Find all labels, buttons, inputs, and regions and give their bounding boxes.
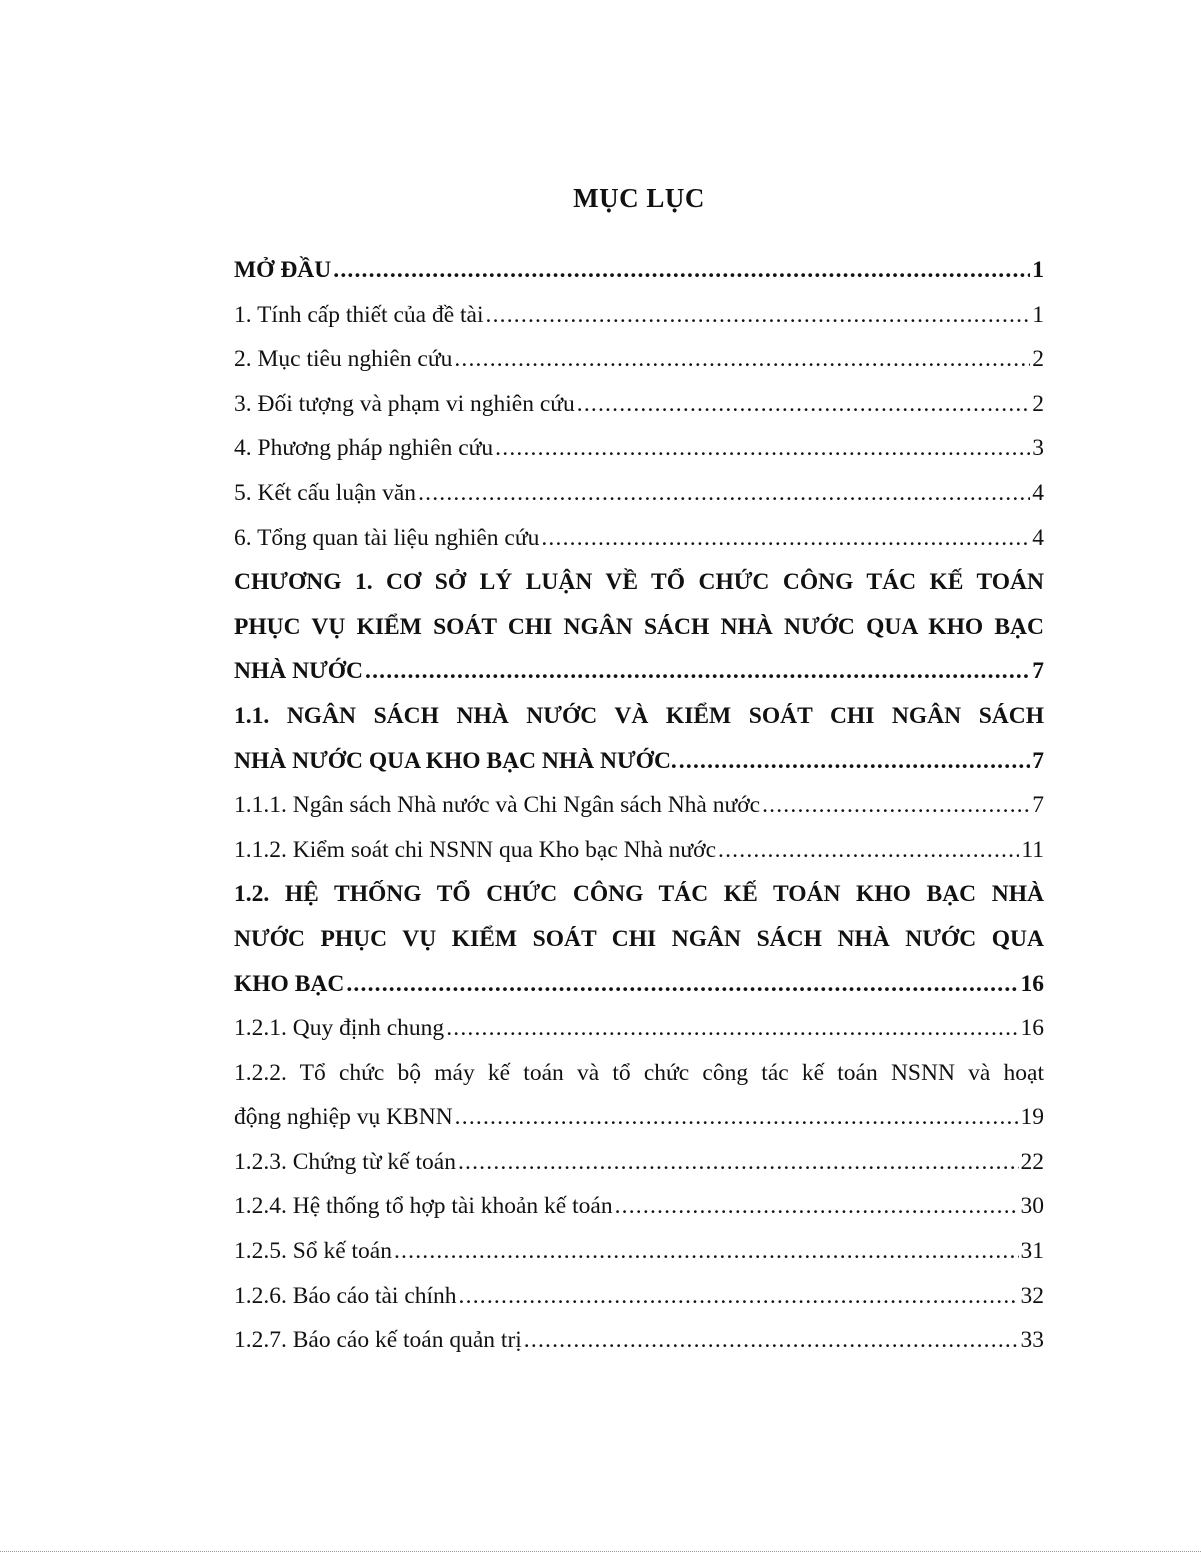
toc-entry-final-line [234, 248, 1044, 293]
toc-page-number: 1 [1032, 257, 1044, 283]
dot-leader [718, 828, 1019, 873]
toc-entry-final-line [234, 293, 1044, 338]
toc-entry-final-line [234, 1140, 1044, 1185]
toc-entry[interactable] [234, 426, 1044, 471]
toc-entry[interactable] [234, 382, 1044, 427]
toc-entry-line: CHƯƠNG 1. CƠ SỞ LÝ LUẬN VỀ TỔ CHỨC CÔNG TÁC KẾ TOÁN [234, 569, 1044, 596]
toc-entry[interactable] [234, 1184, 1044, 1229]
toc-entry-title: 1.1.1. Ngân sách Nhà nước và Chi Ngân sách Nhà nước [234, 792, 761, 819]
toc-entry-title: KHO BẠC [234, 970, 345, 997]
page-bottom-divider [0, 1551, 1201, 1552]
toc-entry-title: 1.2.1. Quy định chung [234, 1015, 445, 1042]
toc-entry-line: PHỤC VỤ KIỂM SOÁT CHI NGÂN SÁCH NHÀ NƯỚC QUA KHO BẠC [234, 613, 1044, 640]
dot-leader [495, 426, 1030, 471]
dot-leader [346, 962, 1018, 1007]
toc-entry[interactable] [234, 248, 1044, 293]
toc-entry-final-line [234, 1006, 1044, 1051]
toc-entry[interactable] [234, 1006, 1044, 1051]
toc-entry-title: 1.1.2. Kiểm soát chi NSNN qua Kho bạc Nhà nước [234, 836, 717, 863]
toc-entry-final-line [234, 739, 1044, 784]
toc-entry[interactable] [234, 516, 1044, 561]
toc-page-number: 4 [1032, 479, 1044, 506]
toc-page-number: 16 [1020, 1015, 1044, 1042]
toc-page-number: 16 [1020, 970, 1044, 997]
toc-entry-final-line [234, 649, 1044, 694]
toc-entry[interactable] [234, 1318, 1044, 1363]
dot-leader [486, 293, 1031, 338]
toc-page-number: 7 [1032, 792, 1044, 819]
toc-entry[interactable] [234, 337, 1044, 382]
dot-leader [458, 1140, 1019, 1185]
toc-entry-title: NHÀ NƯỚC QUA KHO BẠC NHÀ NƯỚC. [234, 747, 677, 774]
toc-page-number: 32 [1020, 1282, 1044, 1309]
dot-leader [454, 337, 1030, 382]
toc-entry[interactable] [234, 293, 1044, 338]
toc-entry-final-line [234, 1274, 1044, 1319]
toc-entry[interactable] [234, 1274, 1044, 1319]
toc-page-number: 7 [1032, 747, 1044, 774]
toc-entry-final-line [234, 783, 1044, 828]
toc-page-number: 30 [1020, 1193, 1044, 1220]
toc-page-number: 1 [1032, 301, 1044, 328]
dot-leader [577, 382, 1031, 427]
toc-page-number: 3 [1032, 435, 1044, 462]
toc-entry-title: 2. Mục tiêu nghiên cứu [234, 346, 453, 373]
toc-entry-title: 1.2.7. Báo cáo kế toán quản trị [234, 1327, 522, 1354]
toc-entry-title: 1.2.3. Chứng từ kế toán [234, 1148, 456, 1175]
toc-entry-title: 1.2.5. Sổ kế toán [234, 1238, 392, 1265]
toc-entry-final-line [234, 426, 1044, 471]
toc-entry[interactable] [234, 1140, 1044, 1185]
toc-entry-title: động nghiệp vụ KBNN [234, 1104, 453, 1131]
dot-leader [394, 1229, 1019, 1274]
dot-leader [365, 649, 1030, 694]
toc-entry[interactable] [234, 828, 1044, 873]
dot-leader [524, 1318, 1019, 1363]
toc-entry-final-line [234, 337, 1044, 382]
toc-entry-line: NƯỚC PHỤC VỤ KIỂM SOÁT CHI NGÂN SÁCH NHÀ NƯỚC QUA [234, 925, 1044, 952]
toc-entry[interactable] [234, 872, 1044, 1006]
dot-leader [455, 1095, 1019, 1140]
toc-entry-line: 1.1. NGÂN SÁCH NHÀ NƯỚC VÀ KIỂM SOÁT CHI NGÂN SÁCH [234, 702, 1044, 729]
dot-leader [762, 783, 1030, 828]
toc-entry-final-line [234, 1318, 1044, 1363]
toc-entry[interactable] [234, 560, 1044, 694]
toc-entry-title: 5. Kết cấu luận văn [234, 479, 417, 506]
toc-entry-title: 4. Phương pháp nghiên cứu [234, 435, 494, 462]
toc-entry-title: MỞ ĐẦU [234, 257, 332, 283]
toc-entry-line: 1.2.2. Tổ chức bộ máy kế toán và tổ chức công tác kế toán NSNN và hoạt [234, 1059, 1044, 1086]
toc-page-number: 2 [1032, 346, 1044, 373]
toc-page-number: 19 [1020, 1104, 1044, 1131]
toc-page-number: 22 [1020, 1148, 1044, 1175]
toc-entry-line: 1.2. HỆ THỐNG TỔ CHỨC CÔNG TÁC KẾ TOÁN KHO BẠC NHÀ [234, 881, 1044, 908]
toc-entry-final-line [234, 1229, 1044, 1274]
toc-entry[interactable] [234, 783, 1044, 828]
toc-entry[interactable] [234, 694, 1044, 783]
toc-entry-final-line [234, 471, 1044, 516]
toc-entry-title: 1.2.6. Báo cáo tài chính [234, 1282, 457, 1309]
toc-entry-title: 1. Tính cấp thiết của đề tài [234, 301, 484, 328]
toc-entry-title: NHÀ NƯỚC [234, 658, 364, 685]
dot-leader [459, 1274, 1019, 1319]
toc-entry-final-line [234, 962, 1044, 1007]
toc-entry[interactable] [234, 1229, 1044, 1274]
toc-page-number: 11 [1021, 836, 1044, 863]
toc-page-number: 4 [1032, 524, 1044, 551]
toc-entry-title: 1.2.4. Hệ thống tổ hợp tài khoản kế toán [234, 1193, 613, 1220]
toc-entry-final-line [234, 516, 1044, 561]
toc-entry[interactable] [234, 1051, 1044, 1140]
toc-entry-title: 3. Đối tượng và phạm vi nghiên cứu [234, 390, 575, 417]
toc-title: MỤC LỤC [573, 183, 705, 213]
toc-entry-final-line [234, 382, 1044, 427]
toc-entry-final-line [234, 1184, 1044, 1229]
table-of-contents [234, 248, 1044, 1363]
toc-page-number: 33 [1020, 1327, 1044, 1354]
dot-leader [418, 471, 1030, 516]
toc-entry-title: 6. Tổng quan tài liệu nghiên cứu [234, 524, 540, 551]
toc-entry-final-line [234, 1095, 1044, 1140]
toc-page-number: 7 [1032, 658, 1044, 685]
dot-leader [615, 1184, 1019, 1229]
dot-leader [446, 1006, 1018, 1051]
toc-page-number: 31 [1020, 1238, 1044, 1265]
toc-entry[interactable] [234, 471, 1044, 516]
toc-page-number: 2 [1032, 390, 1044, 417]
dot-leader [541, 516, 1030, 561]
dot-leader [679, 739, 1030, 784]
toc-entry-final-line [234, 828, 1044, 873]
dot-leader [333, 248, 1030, 293]
